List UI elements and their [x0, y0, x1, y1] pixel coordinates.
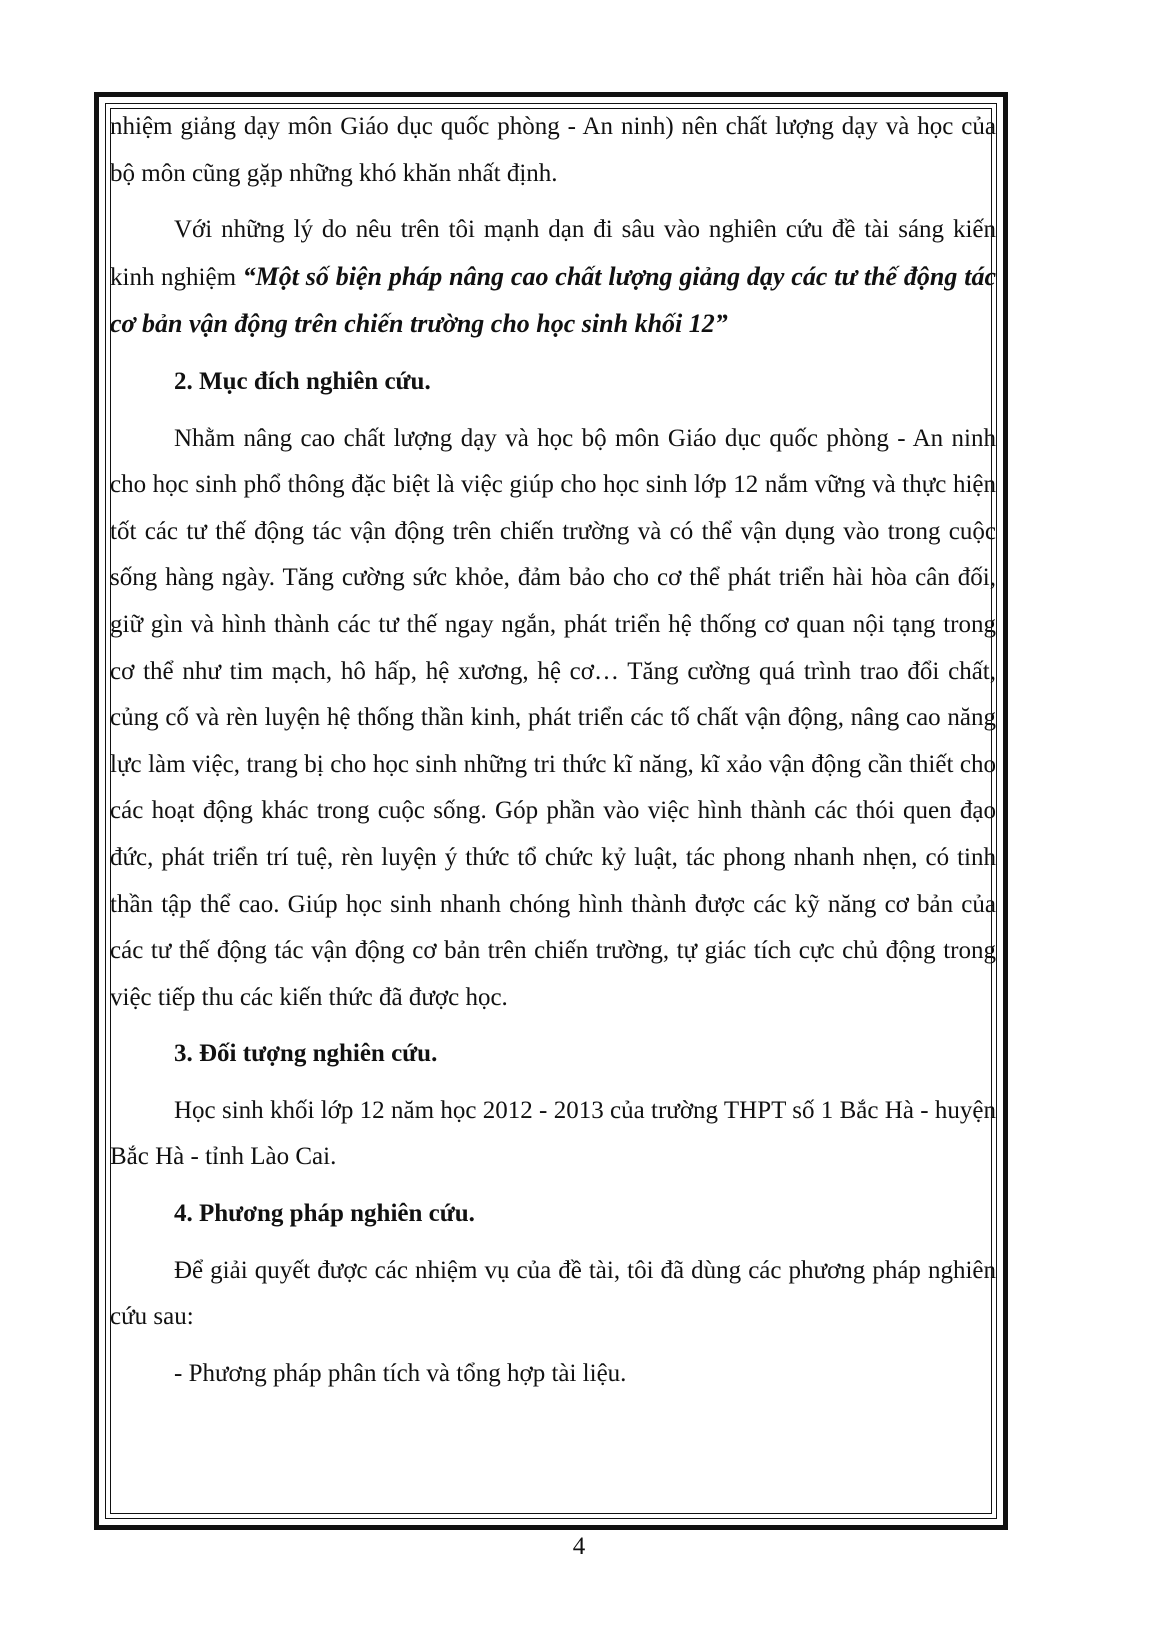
- paragraph-research-methods: Để giải quyết được các nhiệm vụ của đề tài, tôi đã dùng các phương pháp nghiên cứu sau:: [110, 1256, 996, 1331]
- document-body: [110, 104, 996, 1397]
- rationale-lead-text: Với những lý do nêu trên tôi mạnh dạn đi sâu vào nghiên cứu đề tài sáng kiến kinh nghiệm: [110, 216, 996, 291]
- heading-research-purpose: 2. Mục đích nghiên cứu.: [174, 367, 431, 395]
- heading-research-subject: 3. Đối tượng nghiên cứu.: [174, 1040, 438, 1068]
- heading-research-methods: 4. Phương pháp nghiên cứu.: [174, 1200, 475, 1228]
- initiative-title: “Một số biện pháp nâng cao chất lượng giảng dạy các tư thế động tác cơ bản vận động trên chiến trường cho học sinh khối 12”: [110, 261, 997, 339]
- page-number: 4: [572, 1533, 586, 1560]
- paragraph-continuation: nhiệm giảng dạy môn Giáo dục quốc phòng - An ninh) nên chất lượng dạy và học của bộ môn cũng gặp những khó khăn nhất định.: [110, 113, 996, 187]
- list-item-method: - Phương pháp phân tích và tổng hợp tài liệu.: [174, 1359, 627, 1387]
- paragraph-research-subject: Học sinh khối lớp 12 năm học 2012 - 2013 của trường THPT số 1 Bắc Hà - huyện Bắc Hà - tỉnh Lào Cai.: [110, 1096, 996, 1171]
- paragraph-rationale: [110, 207, 996, 349]
- paragraph-research-purpose: Nhằm nâng cao chất lượng dạy và học bộ môn Giáo dục quốc phòng - An ninh cho học sinh phổ thông đặc biệt là việc giúp cho học sinh lớp 12 nắm vững và thực hiện tốt các tư thế động tác vận động trên chiến trường và có thể vận dụng vào trong cuộc sống hàng ngày. Tăng cường sức khỏe, đảm bảo cho cơ thể phát triển hài hòa cân đối, giữ gìn và hình thành các tư thế ngay ngắn, phát triển hệ thống cơ quan nội tạng trong cơ thể như tim mạch, hô hấp, hệ xương, hệ cơ… Tăng cường quá trình trao đổi chất, củng cố và rèn luyện hệ thống thần kinh, phát triển các tố chất vận động, nâng cao năng lực làm việc, trang bị cho học sinh những tri thức kĩ năng, kĩ xảo vận động cần thiết cho các hoạt động khác trong cuộc sống. Góp phần vào việc hình thành các thói quen đạo đức, phát triển trí tuệ, rèn luyện ý thức tổ chức kỷ luật, tác phong nhanh nhẹn, có tinh thần tập thể cao. Giúp học sinh nhanh chóng hình thành được các kỹ năng cơ bản của các tư thế động tác vận động cơ bản trên chiến trường, tự giác tích cực chủ động trong việc tiếp thu các kiến thức đã được học.: [110, 424, 996, 1011]
